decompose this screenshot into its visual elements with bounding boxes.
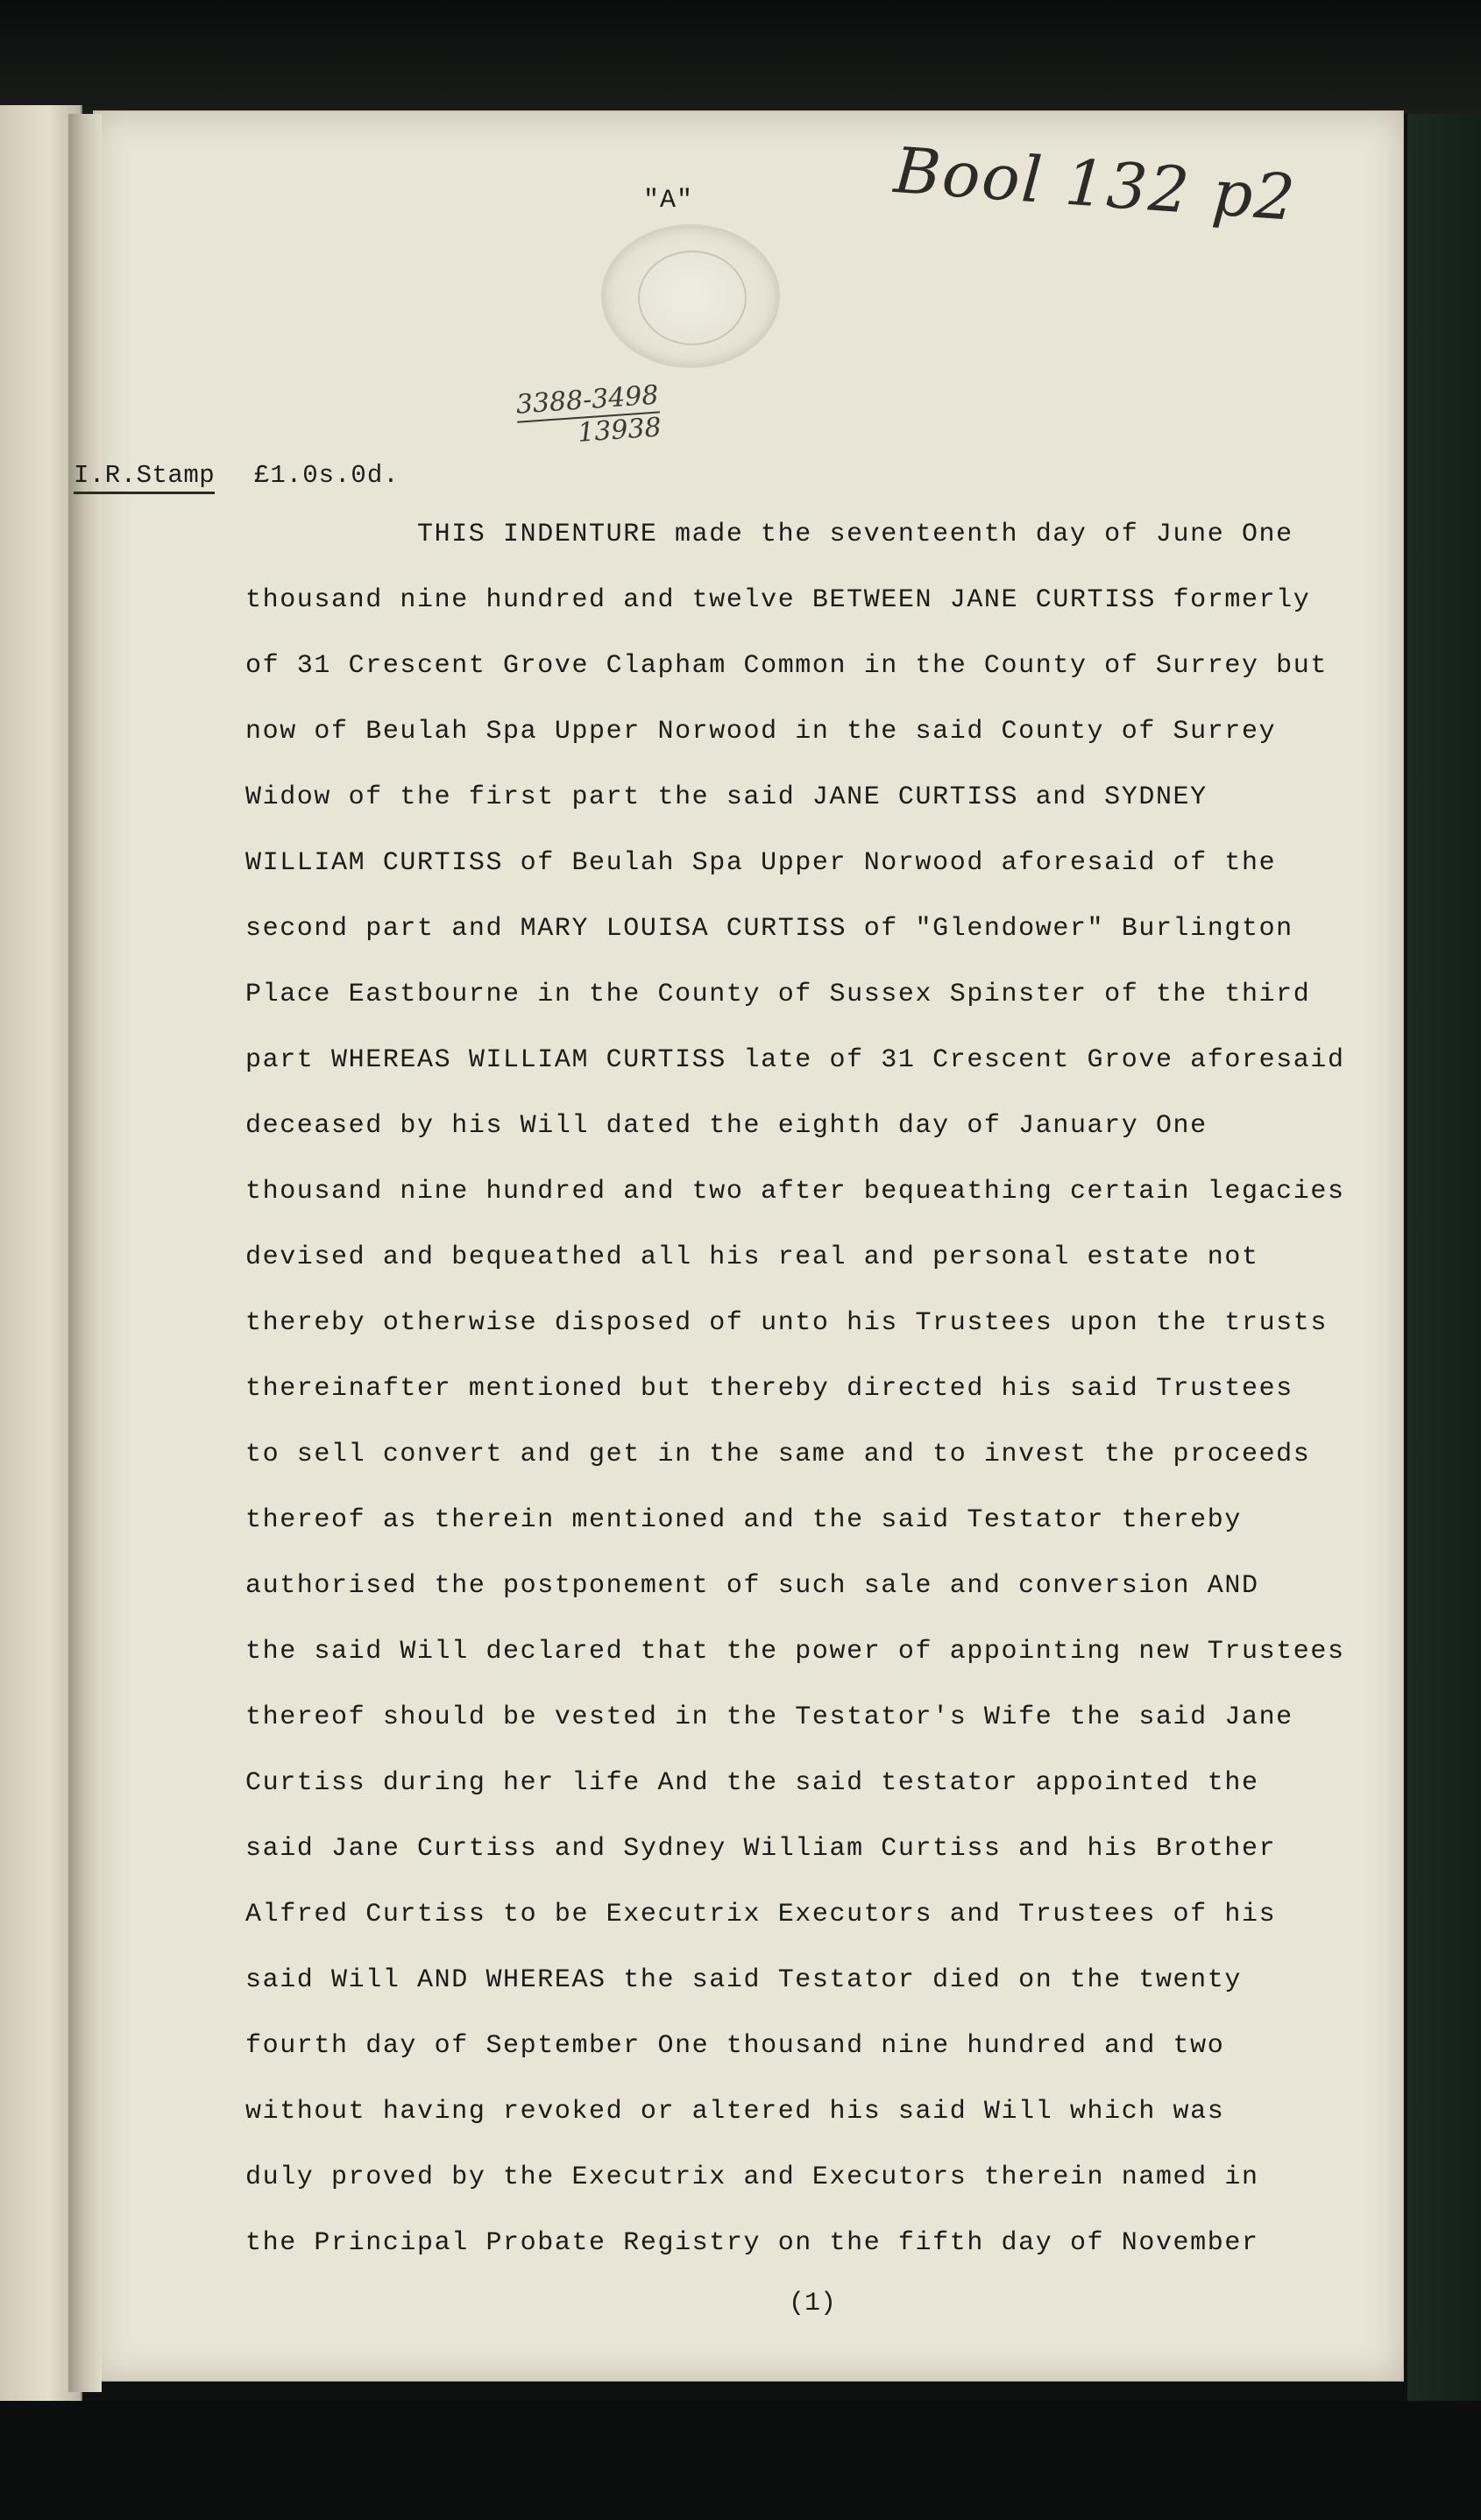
page-gutter: [68, 114, 102, 2392]
seal-mark: "A": [643, 186, 694, 216]
handwritten-number-top: 3388-3498: [515, 380, 661, 422]
background-bottom: [0, 2401, 1481, 2520]
text-line: without having revoked or altered his said Will which was: [245, 2097, 1225, 2127]
text-line: thereof as therein mentioned and the said Testator thereby: [245, 1505, 1242, 1535]
text-line: Curtiss during her life And the said testator appointed the: [245, 1768, 1259, 1798]
text-line: THIS INDENTURE made the seventeenth day of June One: [417, 520, 1293, 549]
binding-edge: [1407, 114, 1481, 2401]
handwritten-number-bottom: 13938: [577, 412, 663, 449]
text-line: authorised the postponement of such sale and conversion AND: [245, 1571, 1259, 1601]
text-line: said Jane Curtiss and Sydney William Curtiss and his Brother: [245, 1834, 1277, 1864]
text-line: WILLIAM CURTISS of Beulah Spa Upper Norwood aforesaid of the: [245, 848, 1277, 878]
stamp-label: I.R.Stamp: [74, 461, 215, 494]
text-line: fourth day of September One thousand nine hundred and two: [245, 2031, 1225, 2061]
text-line: said Will AND WHEREAS the said Testator died on the twenty: [245, 1965, 1242, 1995]
handwritten-reference: Bool 132 p2: [891, 133, 1300, 235]
text-line: the Principal Probate Registry on the fifth day of November: [245, 2228, 1259, 2258]
text-line: duly proved by the Executrix and Executors therein named in: [245, 2163, 1259, 2192]
text-line: second part and MARY LOUISA CURTISS of "Glendower" Burlington: [245, 914, 1293, 944]
handwritten-numbers: [515, 380, 663, 451]
text-line: deceased by his Will dated the eighth day of January One: [245, 1111, 1208, 1141]
stamp-value: £1.0s.0d.: [254, 461, 400, 490]
seal-crest: [638, 251, 747, 345]
text-line: Alfred Curtiss to be Executrix Executors and Trustees of his: [245, 1900, 1277, 1929]
page-number: (1): [789, 2289, 837, 2318]
embossed-seal-icon: [603, 226, 778, 366]
text-line: Widow of the first part the said JANE CURTISS and SYDNEY: [245, 782, 1208, 812]
text-line: thereby otherwise disposed of unto his Trustees upon the trusts: [245, 1308, 1328, 1338]
background-top: [0, 0, 1481, 114]
text-line: part WHEREAS WILLIAM CURTISS late of 31 Crescent Grove aforesaid: [245, 1045, 1345, 1075]
text-line: thereinafter mentioned but thereby directed his said Trustees: [245, 1374, 1293, 1404]
text-line: to sell convert and get in the same and to invest the proceeds: [245, 1440, 1311, 1469]
indenture-text: [245, 517, 1385, 2291]
text-line: Place Eastbourne in the County of Sussex Spinster of the third: [245, 980, 1311, 1009]
text-line: devised and bequeathed all his real and personal estate not: [245, 1242, 1259, 1272]
text-line: thereof should be vested in the Testator's Wife the said Jane: [245, 1702, 1293, 1732]
text-line: now of Beulah Spa Upper Norwood in the said County of Surrey: [245, 717, 1277, 747]
text-line: thousand nine hundred and twelve BETWEEN JANE CURTISS formerly: [245, 585, 1311, 615]
text-line: of 31 Crescent Grove Clapham Common in the County of Surrey but: [245, 651, 1328, 681]
text-line: thousand nine hundred and two after bequeathing certain legacies: [245, 1177, 1345, 1207]
text-line: the said Will declared that the power of appointing new Trustees: [245, 1637, 1345, 1667]
